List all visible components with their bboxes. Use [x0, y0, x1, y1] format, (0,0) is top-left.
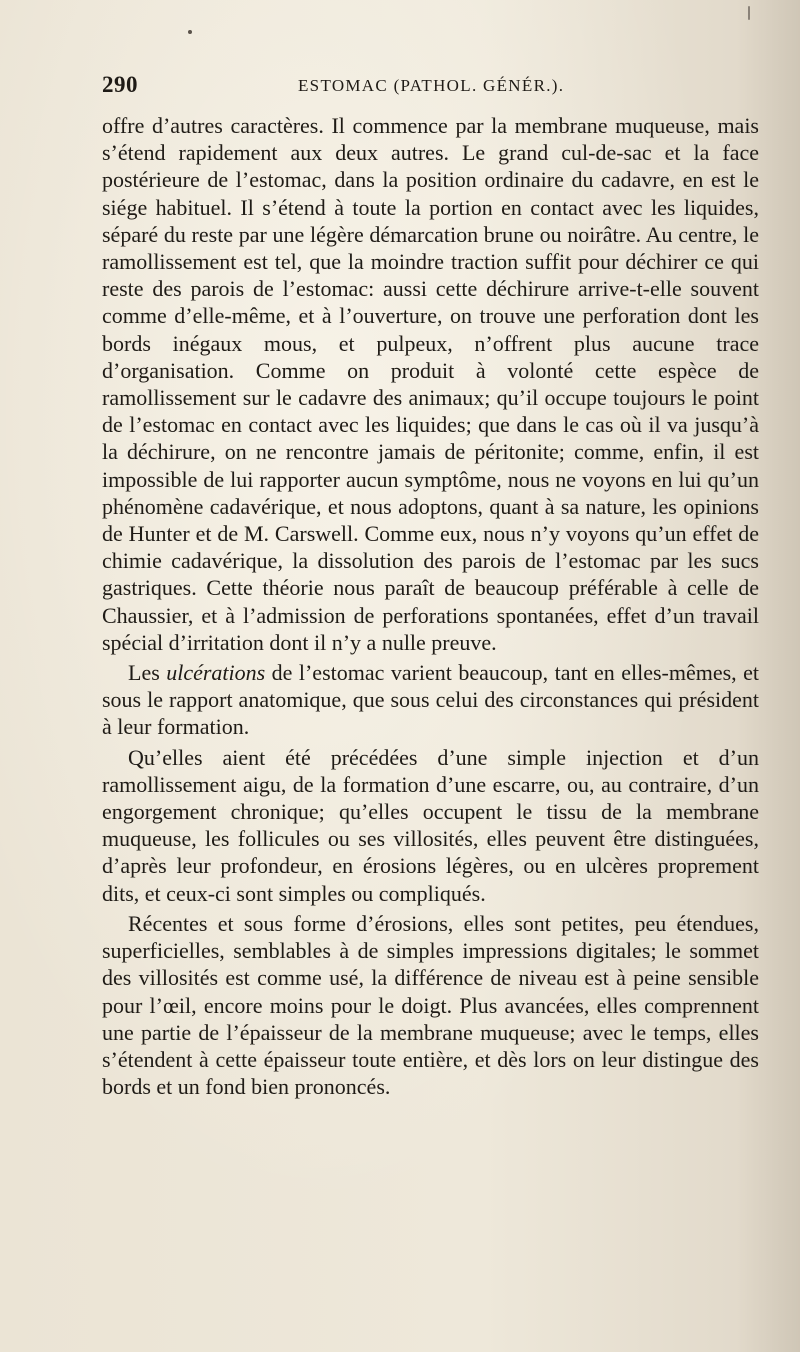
paragraph-4: Récentes et sous forme d’érosions, elles sont petites, peu étendues, superficielles, semblables à de simples impressions digitales; le sommet des villosités est comme usé, la différence de niveau est à peine sensible pour l’œil, encore moins pour le doigt. Plus avancées, elles comprennent une partie de l’épaisseur de la membrane muqueuse; avec le temps, elles s’étendent à cette épaisseur toute entière, et dès lors on leur distingue des bords et un fond bien prononcés.	[102, 910, 759, 1100]
body-text	[102, 112, 759, 1100]
ink-speck	[188, 30, 192, 34]
paragraph-2-italic-term: ulcérations	[166, 660, 266, 686]
page-number: 290	[102, 72, 138, 97]
running-title: ESTOMAC (PATHOL. GÉNÉR.).	[298, 76, 565, 95]
running-head	[102, 72, 762, 106]
paragraph-2	[102, 659, 759, 741]
ink-speck	[748, 6, 750, 20]
paragraph-3: Qu’elles aient été précédées d’une simple injection et d’un ramollissement aigu, de la formation d’une escarre, ou, au contraire, d’un engorgement chronique; qu’elles occupent le tissu de la membrane muqueuse, les follicules ou ses villosités, elles peuvent être distinguées, d’après leur profondeur, en érosions légères, ou en ulcères proprement dits, et ceux-ci sont simples ou compliqués.	[102, 744, 759, 906]
paragraph-2-rest: de l’estomac varient beaucoup, tant en elles-mêmes, et sous le rapport anatomique, que sous celui des circonstances qui président à leur formation.	[102, 660, 760, 740]
paragraph-1: offre d’autres caractères. Il commence par la membrane muqueuse, mais s’étend rapidement aux deux autres. Le grand cul-de-sac et la face postérieure de l’estomac, dans la position ordinaire du cadavre, en est le siége habituel. Il s’étend à toute la portion en contact avec les liquides, séparé du reste par une légère démarcation brune ou noirâtre. Au centre, le ramollissement est tel, que la moindre traction suffit pour déchirer ce qui reste des parois de l’estomac: aussi cette déchirure arrive-t-elle souvent comme d’elle-même, et à l’ouverture, on trouve une perforation dont les bords inégaux mous, et pulpeux, n’offrent plus aucune trace d’organisation. Comme on produit à volonté cette espèce de ramollissement sur le cadavre des animaux; qu’il occupe toujours le point de l’estomac en contact avec les liquides; que dans le cas où il va jusqu’à la déchirure, on ne rencontre jamais de péritonite; comme, enfin, il est impossible de lui rapporter aucun symptôme, nous ne voyons en lui qu’un phénomène cadavérique, et nous adoptons, quant à sa nature, les opinions de Hunter et de M. Carswell. Comme eux, nous n’y voyons qu’un effet de chimie cadavérique, la dissolution des parois de l’estomac par les sucs gastriques. Cette théorie nous paraît de beaucoup préférable à celle de Chaussier, et à l’admission de perforations spontanées, effet d’un travail spécial d’irritation dont il n’y a nulle preuve.	[102, 113, 759, 655]
paragraph-2-lead: Les	[128, 660, 167, 686]
